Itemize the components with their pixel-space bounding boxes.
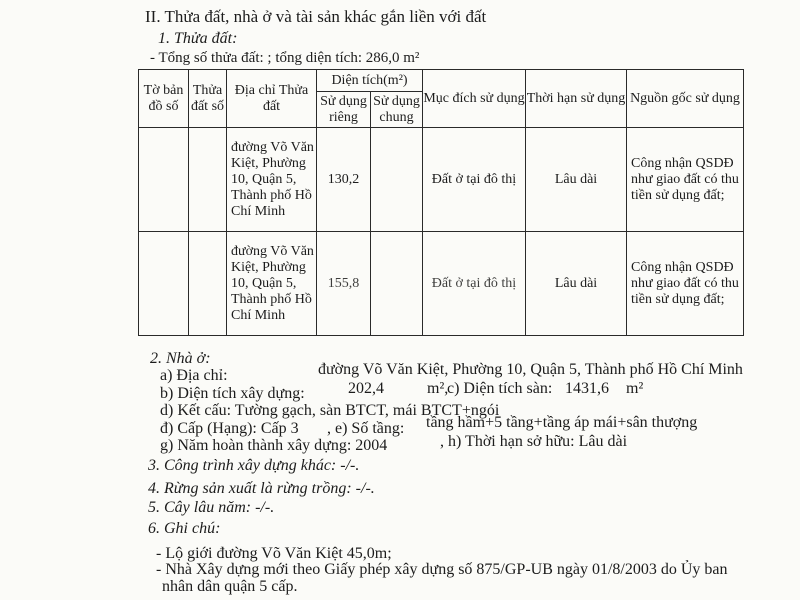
- house-grade: đ) Cấp (Hạng): Cấp 3: [160, 420, 299, 437]
- production-forest: 4. Rừng sản xuất là rừng trồng: -/-.: [148, 480, 375, 497]
- cell-area-private: 130,2: [317, 128, 371, 232]
- cell-term: Lâu dài: [526, 128, 627, 232]
- cell-area-common: [371, 128, 423, 232]
- table-row: [139, 128, 744, 232]
- house-heading: 2. Nhà ở:: [150, 350, 211, 367]
- header-thua-dat: Thửa đất số: [189, 70, 227, 128]
- header-thoi-han: Thời hạn sử dụng: [526, 70, 627, 128]
- header-dia-chi: Địa chỉ Thửa đất: [227, 70, 317, 128]
- cell-origin: Công nhận QSDĐ như giao đất có thu tiền sử dụng đất;: [627, 232, 744, 336]
- cell-thua-dat: [189, 232, 227, 336]
- cell-to-ban-do: [139, 232, 189, 336]
- cell-address: đường Võ Văn Kiệt, Phường 10, Quận 5, Thành phố Hồ Chí Minh: [227, 232, 317, 336]
- header-nguon-goc: Nguồn gốc sử dụng: [627, 70, 744, 128]
- cell-purpose: Đất ở tại đô thị: [423, 232, 526, 336]
- note-line: nhân dân quận 5 cấp.: [162, 578, 298, 595]
- cell-origin: Công nhận QSDĐ như giao đất có thu tiền sử dụng đất;: [627, 128, 744, 232]
- cell-to-ban-do: [139, 128, 189, 232]
- land-heading: 1. Thửa đất:: [158, 30, 238, 47]
- house-build-area-label: b) Diện tích xây dựng:: [160, 385, 305, 402]
- house-structure: d) Kết cấu: Tường gạch, sàn BTCT, mái BTCT+ngói: [160, 402, 500, 419]
- cell-area-private: 155,8: [317, 232, 371, 336]
- header-dien-tich: Diện tích(m²): [317, 70, 423, 92]
- section-title: II. Thửa đất, nhà ở và tài sản khác gắn liền với đất: [145, 7, 487, 26]
- header-to-ban-do: Tờ bản đồ số: [139, 70, 189, 128]
- land-summary: - Tổng số thửa đất: ; tổng diện tích: 286,0 m²: [150, 50, 420, 66]
- header-su-dung-rieng: Sử dụng riêng: [317, 92, 371, 128]
- header-su-dung-chung: Sử dụng chung: [371, 92, 423, 128]
- house-floors-label: , e) Số tầng:: [327, 420, 405, 437]
- house-address-value: đường Võ Văn Kiệt, Phường 10, Quận 5, Thành phố Hồ Chí Minh: [318, 361, 743, 378]
- cell-term: Lâu dài: [526, 232, 627, 336]
- cell-area-common: [371, 232, 423, 336]
- house-ownership-term: , h) Thời hạn sở hữu: Lâu dài: [440, 433, 628, 450]
- table-header-row: [139, 70, 744, 92]
- house-floor-area-value: 1431,6: [565, 380, 609, 397]
- perennial-trees: 5. Cây lâu năm: -/-.: [148, 499, 275, 516]
- house-floor-area-label: c) Diện tích sàn:: [447, 380, 553, 397]
- cell-address: đường Võ Văn Kiệt, Phường 10, Quận 5, Thành phố Hồ Chí Minh: [227, 128, 317, 232]
- notes-heading: 6. Ghi chú:: [148, 520, 221, 537]
- other-construction: 3. Công trình xây dựng khác: -/-.: [148, 457, 360, 474]
- land-parcel-table: [138, 69, 744, 336]
- header-muc-dich: Mục đích sử dụng: [423, 70, 526, 128]
- house-completion-year: g) Năm hoàn thành xây dựng: 2004: [160, 437, 388, 454]
- house-address-label: a) Địa chỉ:: [160, 367, 228, 384]
- house-floor-area-unit: m²: [626, 380, 644, 397]
- house-build-area-unit: m²,: [427, 380, 449, 397]
- note-line: - Lộ giới đường Võ Văn Kiệt 45,0m;: [156, 545, 392, 562]
- note-line: - Nhà Xây dựng mới theo Giấy phép xây dựng số 875/GP-UB ngày 01/8/2003 do Ủy ban: [156, 561, 728, 578]
- table-row: [139, 232, 744, 336]
- house-floors-value: tầng hầm+5 tầng+tầng áp mái+sân thượng: [426, 414, 698, 431]
- cell-purpose: Đất ở tại đô thị: [423, 128, 526, 232]
- house-build-area-value: 202,4: [348, 380, 384, 397]
- cell-thua-dat: [189, 128, 227, 232]
